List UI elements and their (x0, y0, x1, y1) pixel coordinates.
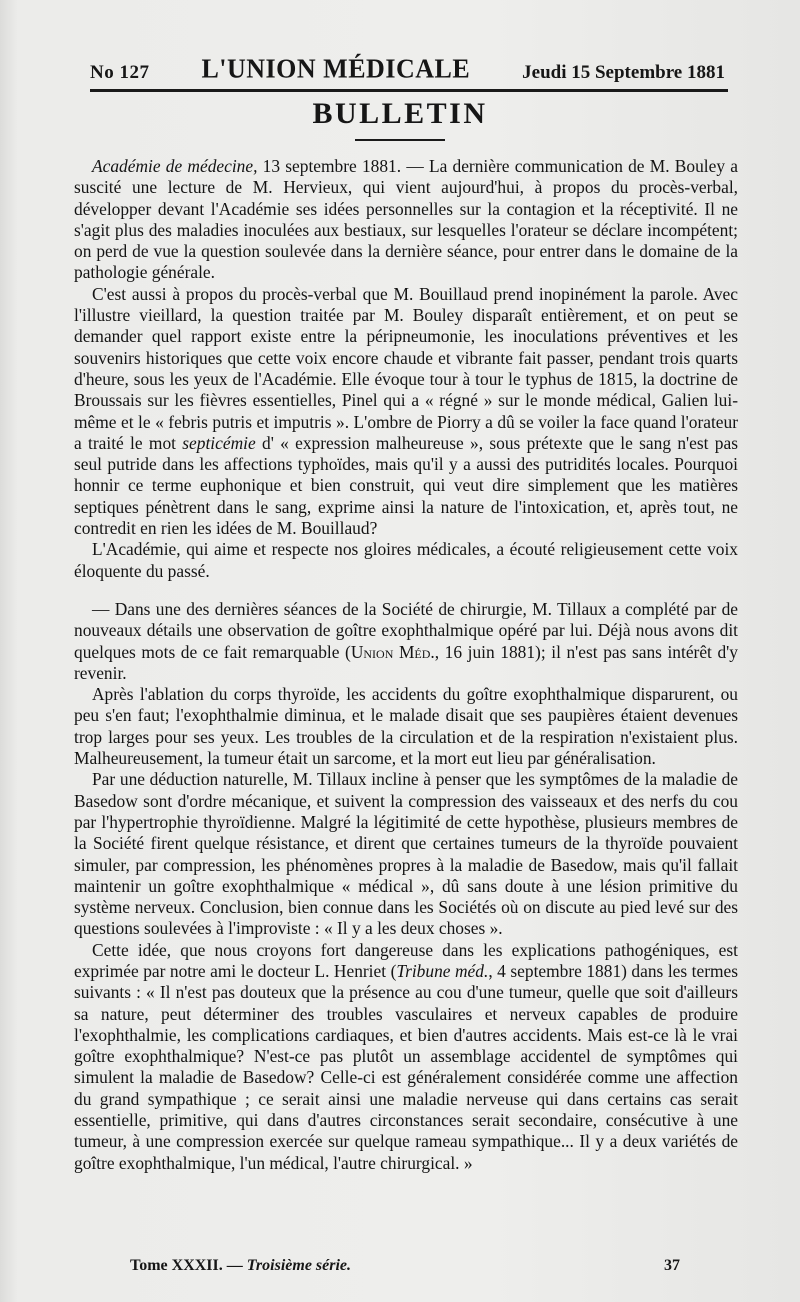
section-title: BULLETIN (312, 97, 488, 130)
journal-reference: Union Méd. (350, 641, 435, 662)
paragraph-text: C'est aussi à propos du procès-verbal que M. Bouillaud prend inopinément la parole. Avec l'illustre vieillard, la question traitée par M. Bouley disparaît entièrement, et on peut se demander quel rapport existe entre la péripneumonie, les inoculations préventives et les souvenirs historiques que cette voix encore chaude et vibrante fait passer, pendant trois quarts d'heure, sous les yeux de l'Académie. Elle évoque tour à tour le typhus de 1815, la doctrine de Broussais sur les fièvres essentielles, Pinel qui a « régné » sur le monde médical, Galien lui-même et le « febris putris et imputris ». L'ombre de Piorry a dû se voiler la face quand l'orateur a traité le mot (74, 283, 738, 453)
paragraph-text: — Dans une des dernières séances de la Société de chirurgie, M. Tillaux a complété par de nouveaux détails une observation de goître exophthalmique opéré par lui. Déjà nous avons dit quelques mots de ce fait remarquable ( (74, 598, 738, 662)
page-header (90, 44, 725, 84)
paragraph-ablation: Après l'ablation du corps thyroïde, les accidents du goître exophthalmique disparurent, ou peu s'en faut; l'exophthalmie diminua, et le malade disait que ses paupières étaient devenues trop larges pour ses yeux. Les troubles de la circulation et de la respiration n'existaient plus. Malheureusement, la tumeur était un sarcome, et la mort eut lieu par généralisation. (74, 684, 738, 769)
term-italic: septicémie (182, 432, 256, 453)
volume-label: Tome XXXII. — (130, 1257, 247, 1274)
paragraph-academie-conclusion: L'Académie, qui aime et respecte nos gloires médicales, a écouté religieusement cette voix éloquente du passé. (74, 539, 738, 581)
paragraph-text: d' « expression malheureuse », sous prétexte que le sang n'est pas seul putride dans les affections typhoïdes, mais qu'il y a aussi des putridités locales. Pourquoi honnir ce terme euphonique et bien construit, qui veut dire simplement que les matières septiques pénètrent dans le sang, exprime ainsi la nature de l'intoxication, et, après tout, ne contredit en rien les idées de M. Bouillaud? (74, 432, 738, 539)
issue-number: No 127 (90, 62, 150, 83)
paragraph-basedow: Par une déduction naturelle, M. Tillaux incline à penser que les symptômes de la maladie de Basedow sont d'ordre mécanique, et suivent la compression des vaisseaux et des nerfs du cou par l'hypertrophie thyroïdienne. Malgré la légitimité de cette hypothèse, plusieurs membres de la Société firent quelque résistance, et dirent que certaines tumeurs de la thyroïde pouvaient simuler, par compression, les phénomènes propres à la maladie de Basedow, mais qu'il fallait maintenir un goître exophthalmique « médical », dû sans doute à une lésion primitive du système nerveux. Conclusion, bien connue dans les Sociétés où on discute au pied levé sur des questions soulevées à l'improviste : « Il y a les deux choses ». (74, 769, 738, 939)
paragraph-text: , 4 septembre 1881) dans les termes suivants : « Il n'est pas douteux que la présence au cou d'une tumeur, quelle que soit d'ailleurs sa nature, peut déterminer des troubles vasculaires et nerveux capables de produire l'exophthalmie, les complications cardiaques, et bien d'autres accidents. Mais est-ce là le vrai goître exophthalmique? N'est-ce pas plutôt un assemblage accidentel de symptômes qui simulent la maladie de Basedow? Celle-ci est généralement considérée comme une affection du grand sympathique ; ce serait ainsi une maladie nerveuse qui dans certains cas serait essentielle, primitive, qui dans d'autres circonstances serait secondaire, consécutive à une tumeur, à une compression exercée sur quelque rameau sympathique... Il y a deux variétés de goître exophthalmique, l'un médical, l'autre chirurgical. » (74, 960, 738, 1173)
paragraph-tillaux (74, 599, 738, 684)
paragraph-henriet (74, 940, 738, 1174)
paragraph-text: Cette idée, que nous croyons fort dangereuse dans les explications pathogéniques, est exprimée par notre ami le docteur L. Henriet ( (74, 939, 738, 981)
issue-date: Jeudi 15 Septembre 1881 (522, 62, 725, 83)
paragraph-academie (74, 156, 738, 284)
paragraph-text: , 16 juin 1881); il n'est pas sans intérêt d'y revenir. (74, 641, 738, 683)
paragraph-text: 13 septembre 1881. — La dernière communication de M. Bouley a suscité une lecture de M. Hervieux, qui vient aujourd'hui, à propos du procès-verbal, développer devant l'Académie ses idées personnelles sur la contagion et la réceptivité. Il ne s'agit plus des maladies inoculées aux bestiaux, sur lesquelles l'orateur se déclare incompétent; on perd de vue la question soulevée dans la dernière séance, pour entrer dans le domaine de la pathologie générale. (74, 156, 738, 283)
page-number: 37 (664, 1257, 680, 1274)
article-body (74, 156, 738, 1174)
header-rule (90, 89, 728, 92)
session-name: Académie de médecine, (92, 156, 258, 176)
journal-reference: Tribune méd. (396, 960, 489, 981)
series-label: Troisième série. (246, 1257, 352, 1274)
journal-title: L'UNION MÉDICALE (201, 53, 471, 84)
title-divider (355, 139, 445, 141)
paragraph-bouillaud (74, 284, 738, 540)
page-footer (130, 1257, 680, 1275)
volume-info (130, 1257, 351, 1275)
